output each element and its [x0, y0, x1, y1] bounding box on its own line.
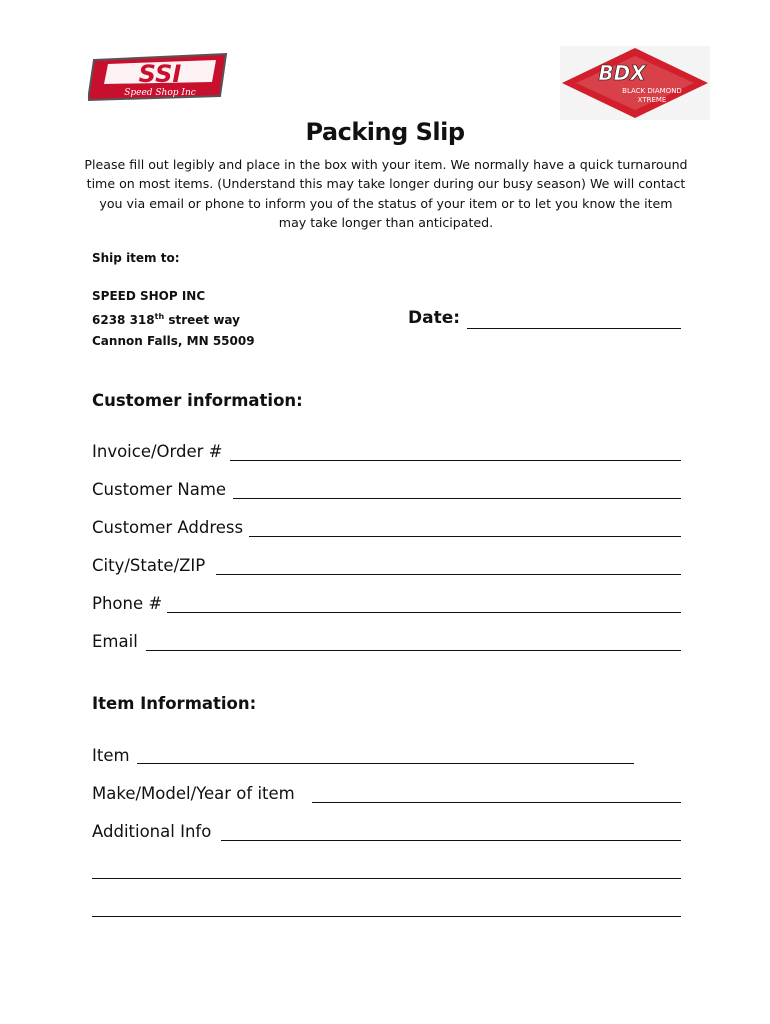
- item-field[interactable]: [137, 763, 634, 764]
- invoice-order-field[interactable]: [230, 460, 681, 461]
- ssi-logo-text: SSI: [138, 60, 182, 88]
- city-state-zip-field[interactable]: [216, 574, 681, 575]
- customer-name-label: Customer Name: [92, 480, 227, 499]
- date-field[interactable]: [467, 328, 681, 329]
- ship-to-label: Ship item to:: [92, 251, 180, 265]
- customer-name-field[interactable]: [233, 498, 681, 499]
- item-info-heading: Item Information:: [92, 694, 257, 713]
- street-ordinal: th: [154, 312, 165, 321]
- item-label: Item: [92, 746, 130, 765]
- date-label: Date:: [408, 308, 461, 328]
- additional-info-line-2[interactable]: [92, 878, 681, 879]
- customer-address-label: Customer Address: [92, 518, 244, 537]
- make-model-year-label: Make/Model/Year of item: [92, 784, 295, 803]
- page-title: Packing Slip: [305, 118, 465, 146]
- additional-info-label: Additional Info: [92, 822, 212, 841]
- additional-info-line-3[interactable]: [92, 916, 681, 917]
- invoice-order-label: Invoice/Order #: [92, 442, 223, 461]
- ship-to-city: Cannon Falls, MN 55009: [92, 334, 255, 348]
- ship-to-company: SPEED SHOP INC: [92, 289, 206, 303]
- street-name: street way: [164, 313, 240, 327]
- bdx-logo: [560, 46, 710, 120]
- bdx-logo-tagline-2: XTREME: [637, 96, 667, 104]
- email-field[interactable]: [146, 650, 681, 651]
- make-model-year-field[interactable]: [312, 802, 681, 803]
- city-state-zip-label: City/State/ZIP: [92, 556, 206, 575]
- additional-info-field[interactable]: [221, 840, 681, 841]
- phone-label: Phone #: [92, 594, 163, 613]
- customer-address-field[interactable]: [249, 536, 681, 537]
- bdx-logo-tagline-1: BLACK DIAMOND: [622, 87, 682, 95]
- ship-to-street: [92, 312, 240, 327]
- email-label: Email: [92, 632, 138, 651]
- instructions-text: Please fill out legibly and place in the box with your item. We normally have a quick turnaround time on most items. (Understand this may take longer during our busy season) We will contact you via email or phone to inform you of the status of your item or to let you know the item may take longer than anticipated.: [84, 157, 688, 230]
- customer-info-heading: Customer information:: [92, 391, 303, 410]
- street-number: 6238 318: [92, 313, 155, 327]
- ssi-logo-tagline: Speed Shop Inc: [124, 88, 196, 98]
- ssi-logo: [88, 52, 230, 102]
- phone-field[interactable]: [167, 612, 681, 613]
- bdx-logo-text: BDX: [598, 61, 646, 85]
